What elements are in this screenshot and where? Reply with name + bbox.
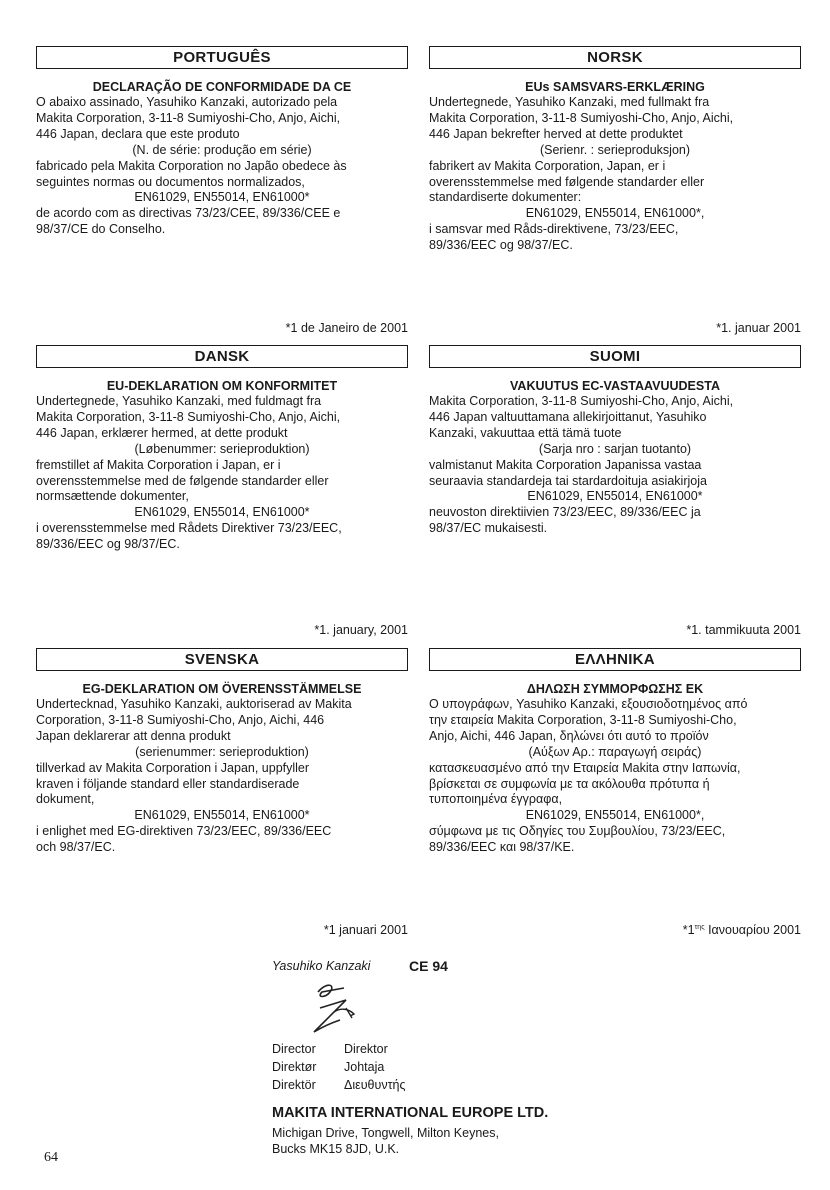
body-line: fabricado pela Makita Corporation no Japão obedece às bbox=[36, 158, 347, 173]
date-line bbox=[429, 923, 801, 937]
body-line: Makita Corporation, 3-11-8 Sumiyoshi-Cho, Anjo, Aichi, bbox=[429, 110, 734, 125]
signer-titles bbox=[272, 1040, 406, 1094]
body-line: 89/336/EEC og 98/37/EC. bbox=[429, 238, 573, 253]
body-line: 446 Japan bekrefter herved at dette produktet bbox=[429, 126, 683, 141]
body-line: Undertegnede, Yasuhiko Kanzaki, med fuldmagt fra bbox=[36, 394, 322, 408]
company-address bbox=[272, 1125, 499, 1157]
declaration-title: EUs SAMSVARS-ERKLÆRING bbox=[525, 80, 705, 94]
body-line: fabrikert av Makita Corporation, Japan, er i bbox=[429, 158, 666, 173]
body-line: Corporation, 3-11-8 Sumiyoshi-Cho, Anjo, Aichi, 446 bbox=[36, 712, 325, 727]
body-line: i samsvar med Råds-direktivene, 73/23/EEC, bbox=[429, 222, 679, 237]
section-portugues bbox=[36, 46, 408, 238]
date-line: *1. january, 2001 bbox=[314, 623, 408, 637]
title-row bbox=[272, 1058, 406, 1076]
body-line: i enlighet med EG-direktiven 73/23/EEC, 89/336/EEC bbox=[36, 824, 332, 839]
body-line: fremstillet af Makita Corporation i Japan, er i bbox=[36, 457, 281, 472]
date-line: *1 de Janeiro de 2001 bbox=[285, 321, 408, 335]
body-line: 89/336/EEC og 98/37/EC. bbox=[36, 537, 180, 552]
body-line: Makita Corporation, 3-11-8 Sumiyoshi-Cho, Anjo, Aichi, bbox=[36, 409, 341, 424]
standards-line: EN61029, EN55014, EN61000* bbox=[134, 505, 310, 520]
serial-note: (Αύξων Αρ.: παραγωγή σειράς) bbox=[528, 744, 702, 759]
company-name: MAKITA INTERNATIONAL EUROPE LTD. bbox=[272, 1105, 549, 1121]
body-line: σύμφωνα με τις Οδηγίες του Συμβουλίου, 73/23/EEC, bbox=[429, 824, 726, 839]
title: Διευθυντής bbox=[344, 1078, 406, 1092]
title: Director bbox=[272, 1042, 316, 1056]
body-line: Anjo, Aichi, 446 Japan, δηλώνει ότι αυτό το προϊόν bbox=[429, 728, 709, 743]
serial-note: (serienummer: serieproduktion) bbox=[135, 744, 309, 759]
title: Direktør bbox=[272, 1060, 317, 1074]
standards-line: EN61029, EN55014, EN61000*, bbox=[525, 206, 705, 221]
body-line: Undertegnede, Yasuhiko Kanzaki, med fullmakt fra bbox=[429, 95, 710, 109]
body-line: overensstemmelse med følgende standarder eller bbox=[429, 174, 705, 189]
body-line: tillverkad av Makita Corporation i Japan, uppfyller bbox=[36, 760, 310, 775]
handwritten-signature bbox=[300, 978, 380, 1040]
language-header: PORTUGUÊS bbox=[36, 46, 408, 69]
section-ellinika bbox=[429, 648, 801, 856]
date-line: *1 januari 2001 bbox=[323, 923, 408, 937]
serial-note: (Serienr. : serieproduksjon) bbox=[539, 142, 691, 157]
body-line: 446 Japan valtuuttamana allekirjoittanut, Yasuhiko bbox=[429, 409, 707, 424]
body-line: 446 Japan, erklærer hermed, at dette produkt bbox=[36, 425, 288, 440]
body-line: 446 Japan, declara que este produto bbox=[36, 126, 240, 141]
language-header: SUOMI bbox=[429, 345, 801, 368]
standards-line: EN61029, EN55014, EN61000* bbox=[134, 190, 310, 205]
body-line: τυποποιημένα έγγραφα, bbox=[429, 792, 563, 807]
body-line: i overensstemmelse med Rådets Direktiver 73/23/EEC, bbox=[36, 521, 342, 536]
body-line: kraven i följande standard eller standardiserade bbox=[36, 776, 300, 791]
body-line: 98/37/CE do Conselho. bbox=[36, 222, 166, 237]
body-line: seuraavia standardeja tai stardardoituja asiakirjoja bbox=[429, 473, 707, 488]
serial-note: (Løbenummer: serieproduktion) bbox=[134, 441, 310, 456]
body-line: valmistanut Makita Corporation Japanissa vastaa bbox=[429, 457, 702, 472]
body-line: Undertecknad, Yasuhiko Kanzaki, auktoriserad av Makita bbox=[36, 697, 352, 711]
signer-name: Yasuhiko Kanzaki bbox=[272, 959, 371, 973]
body-line: och 98/37/EC. bbox=[36, 840, 116, 855]
date-prefix: *1 bbox=[682, 923, 695, 937]
body-line: seguintes normas ou documentos normalizados, bbox=[36, 174, 305, 189]
body-line: dokument, bbox=[36, 792, 95, 807]
body-line: de acordo com as directivas 73/23/CEE, 89/336/CEE e bbox=[36, 206, 341, 221]
body-line: standardiserte dokumenter: bbox=[429, 190, 582, 205]
section-suomi bbox=[429, 345, 801, 537]
address-line: Bucks MK15 8JD, U.K. bbox=[272, 1142, 400, 1156]
serial-note: (N. de série: produção em série) bbox=[132, 142, 312, 157]
declaration-title: VAKUUTUS EC-VASTAAVUUDESTA bbox=[510, 379, 720, 393]
ce-mark: CE 94 bbox=[409, 958, 448, 974]
body-line: Japan deklarerar att denna produkt bbox=[36, 728, 231, 743]
body-line: normsættende dokumenter, bbox=[36, 489, 189, 504]
body-line: κατασκευασμένο από την Εταιρεία Makita στην Ιαπωνία, bbox=[429, 760, 741, 775]
title-row bbox=[272, 1040, 406, 1058]
title-row bbox=[272, 1076, 406, 1094]
body-line: neuvoston direktiivien 73/23/EEC, 89/336/EEC ja bbox=[429, 505, 701, 520]
body-line: Makita Corporation, 3-11-8 Sumiyoshi-Cho, Anjo, Aichi, bbox=[429, 394, 734, 408]
language-header: DANSK bbox=[36, 345, 408, 368]
date-rest: Ιανουαρίου 2001 bbox=[704, 923, 801, 937]
serial-note: (Sarja nro : sarjan tuotanto) bbox=[538, 441, 692, 456]
declaration-title: ΔΗΛΩΣΗ ΣΥΜΜΟΡΦΩΣΗΣ ΕΚ bbox=[526, 682, 704, 696]
declaration-title: EU-DEKLARATION OM KONFORMITET bbox=[106, 379, 338, 393]
page-number: 64 bbox=[44, 1150, 58, 1165]
title: Direktor bbox=[344, 1042, 388, 1056]
body-line: την εταιρεία Makita Corporation, 3-11-8 Sumiyoshi-Cho, bbox=[429, 712, 737, 727]
address-line: Michigan Drive, Tongwell, Milton Keynes, bbox=[272, 1126, 499, 1140]
declaration-title: EG-DEKLARATION OM ÖVERENSSTÄMMELSE bbox=[82, 682, 362, 696]
standards-line: EN61029, EN55014, EN61000* bbox=[527, 489, 703, 504]
standards-line: EN61029, EN55014, EN61000* bbox=[134, 808, 310, 823]
section-dansk bbox=[36, 345, 408, 553]
body-line: βρίσκεται σε συμφωνία με τα ακόλουθα πρότυπα ή bbox=[429, 776, 710, 791]
language-header: NORSK bbox=[429, 46, 801, 69]
body-line: 98/37/EC mukaisesti. bbox=[429, 521, 548, 536]
date-superscript: της bbox=[694, 924, 705, 931]
title: Johtaja bbox=[344, 1060, 385, 1074]
title: Direktör bbox=[272, 1078, 316, 1092]
body-line: 89/336/EEC και 98/37/ΚΕ. bbox=[429, 840, 575, 855]
section-norsk bbox=[429, 46, 801, 254]
date-line: *1. januar 2001 bbox=[716, 321, 801, 335]
section-svenska bbox=[36, 648, 408, 856]
body-line: overensstemmelse med de følgende standarder eller bbox=[36, 473, 329, 488]
date-line: *1. tammikuuta 2001 bbox=[686, 623, 801, 637]
standards-line: EN61029, EN55014, EN61000*, bbox=[525, 808, 705, 823]
declaration-title: DECLARAÇÃO DE CONFORMIDADE DA CE bbox=[92, 80, 352, 94]
body-line: O abaixo assinado, Yasuhiko Kanzaki, autorizado pela bbox=[36, 95, 338, 109]
body-line: Makita Corporation, 3-11-8 Sumiyoshi-Cho, Anjo, Aichi, bbox=[36, 110, 341, 125]
language-header: ΕΛΛΗΝΙΚΑ bbox=[429, 648, 801, 671]
body-line: Ο υπογράφων, Yasuhiko Kanzaki, εξουσιοδοτημένος από bbox=[429, 697, 748, 711]
body-line: Kanzaki, vakuuttaa että tämä tuote bbox=[429, 425, 622, 440]
language-header: SVENSKA bbox=[36, 648, 408, 671]
